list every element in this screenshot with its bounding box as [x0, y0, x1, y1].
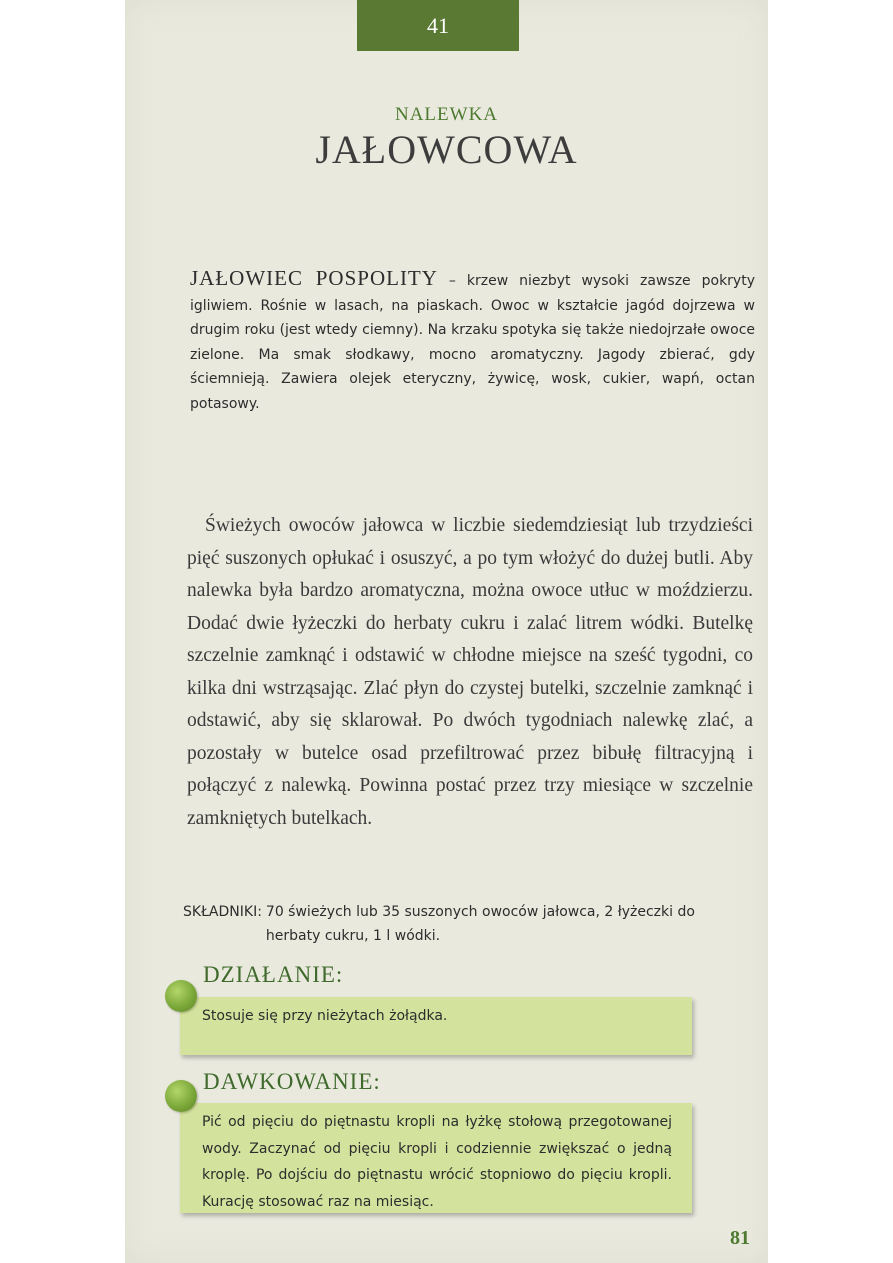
action-heading: DZIAŁANIE: — [203, 962, 344, 987]
action-bullet-icon — [165, 980, 197, 1012]
page-title: JAŁOWCOWA — [315, 127, 578, 172]
intro-paragraph — [190, 266, 755, 416]
action-box — [180, 997, 692, 1055]
dosage-heading: DAWKOWANIE: — [203, 1069, 381, 1094]
intro-term: JAŁOWIEC POSPOLITY — [190, 266, 438, 290]
recipe-number: 41 — [427, 12, 449, 38]
title-kicker: NALEWKA — [394, 104, 499, 125]
recipe-number-tab — [357, 0, 519, 51]
action-text: Stosuje się przy nieżytach żołądka. — [202, 1008, 448, 1024]
instructions-paragraph: Świeżych owoców jałowca w liczbie siedemdziesiąt lub trzydzieści pięć suszonych opłukać i osuszyć, a po tym włożyć do dużej butli. Aby nalewka była bardzo aromatyczna, można owoce utłuc w moździerzu. Dodać dwie łyżeczki do herbaty cukru i zalać litrem wódki. Butelkę szczelnie zamknąć i odstawić w chłodne miejsce na sześć tygodni, co kilka dni wstrząsając. Zlać płyn do czystej butelki, szczelnie zamknąć i odstawić, aby się sklarował. Po dwóch tygodniach nalewkę zlać, a pozostały w butelce osad przefiltrować przez bibułę filtracyjną i połączyć z nalewką. Powinna postać przez trzy miesiące w szczelnie zamkniętych butelkach. — [187, 515, 753, 829]
ingredients-text: 70 świeżych lub 35 suszonych owoców jałowca, 2 łyżeczki do herbaty cukru, 1 l wódki. — [265, 904, 695, 944]
intro-text: – krzew niezbyt wysoki zawsze pokryty igliwiem. Rośnie w lasach, na piaskach. Owoc w kształcie jagód dojrzewa w drugim roku (jest wtedy ciemny). Na krzaku spotyka się także niedojrzałe owoce zielone. Ma smak słodkawy, mocno aromatyczny. Jagody zbierać, gdy ściemnieją. Zawiera olejek eteryczny, żywicę, wosk, cukier, wapń, octan potasowy. — [190, 273, 755, 412]
page-number: 81 — [730, 1227, 750, 1249]
dosage-box — [180, 1103, 692, 1213]
ingredients-label: SKŁADNIKI: — [183, 904, 262, 920]
dosage-text: Pić od pięciu do piętnastu kropli na łyżkę stołową przegotowanej wody. Zaczynać od pięciu kropli i codziennie zwiększać o jedną kroplę. Po dojściu do piętnastu wrócić stopniowo do pięciu kropli. Kurację stosować raz na miesiąc. — [202, 1114, 672, 1210]
ingredients-block — [183, 900, 753, 948]
book-page — [125, 0, 768, 1263]
dosage-bullet-icon — [165, 1080, 197, 1112]
